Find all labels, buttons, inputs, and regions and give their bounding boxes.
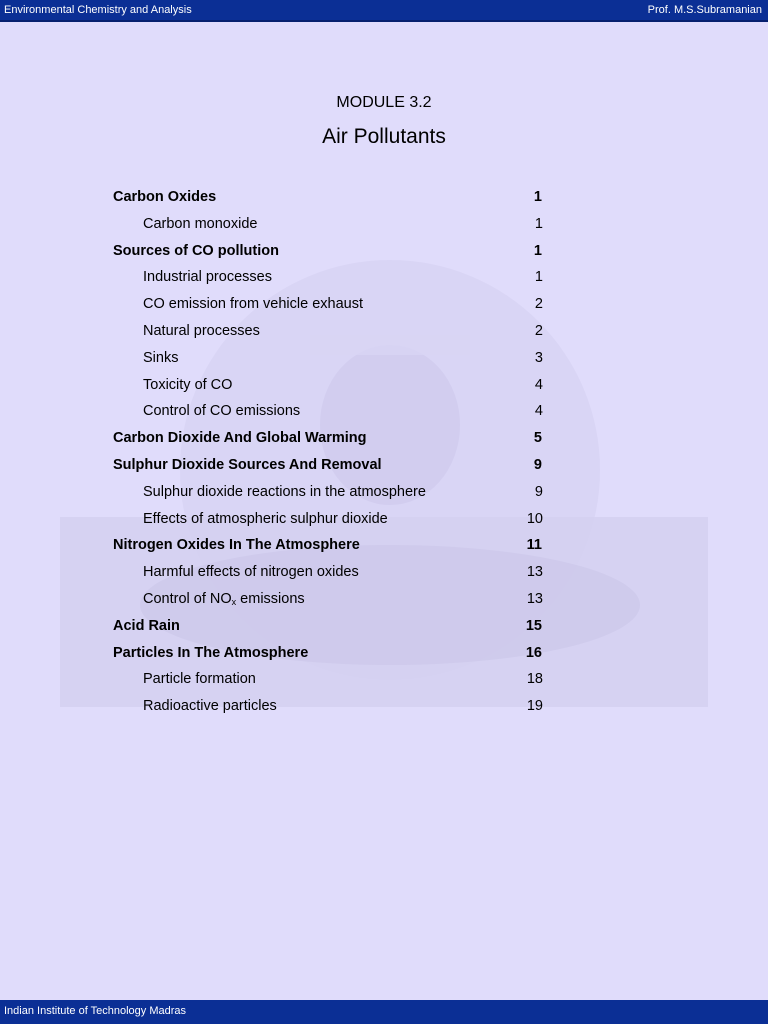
toc-entry-label: Nitrogen Oxides In The Atmosphere: [113, 537, 360, 554]
toc-entry-label: Natural processes: [143, 322, 260, 339]
module-number: MODULE 3.2: [336, 94, 432, 111]
toc-entry-label-part: emissions: [236, 590, 305, 607]
toc-subsection-entry: [0, 398, 768, 425]
toc-entry-page-number: 1: [533, 189, 542, 205]
toc-entry-label: Sinks: [143, 349, 179, 366]
toc-entry-page-number: 18: [526, 671, 543, 688]
toc-entry-label: Carbon Oxides: [113, 189, 217, 205]
toc-section-entry: [0, 640, 768, 667]
toc-entry-page-number: 1: [534, 215, 543, 232]
toc-section-entry: [0, 238, 768, 265]
toc-subsection-entry: [0, 291, 768, 318]
toc-subsection-entry: [0, 559, 768, 586]
toc-entry-label: [143, 586, 305, 612]
page-title: Air Pollutants: [322, 125, 446, 148]
toc-subsection-entry: [0, 479, 768, 506]
toc-entry-page-number: 2: [534, 296, 543, 313]
toc-subsection-entry: [0, 666, 768, 693]
header-author: Prof. M.S.Subramanian: [647, 4, 762, 16]
toc-entry-label: Sulphur dioxide reactions in the atmosphere: [143, 483, 426, 500]
toc-subsection-entry: [0, 345, 768, 372]
header-rule: [0, 20, 768, 22]
toc-entry-page-number: 4: [534, 376, 543, 393]
toc-entry-page-number: 9: [534, 483, 543, 500]
toc-section-entry: [0, 452, 768, 479]
toc-entry-page-number: 2: [534, 322, 543, 339]
header-course-title: Environmental Chemistry and Analysis: [4, 4, 192, 16]
toc-entry-label: Carbon monoxide: [143, 215, 258, 232]
toc-entry-label: Toxicity of CO: [143, 376, 233, 393]
toc-entry-label: Control of CO emissions: [143, 403, 301, 420]
table-of-contents: [0, 184, 768, 720]
toc-subsection-entry: [0, 372, 768, 399]
toc-entry-page-number: 11: [526, 537, 542, 554]
toc-entry-label: Radioactive particles: [143, 698, 277, 715]
toc-section-entry: [0, 425, 768, 452]
footer-institution: Indian Institute of Technology Madras: [4, 1005, 187, 1017]
toc-section-entry: [0, 184, 768, 211]
toc-subsection-entry: [0, 318, 768, 345]
toc-entry-label-part: Control of NO: [143, 590, 232, 607]
toc-entry-page-number: 9: [533, 456, 542, 473]
footer-bar: [0, 1000, 768, 1024]
toc-entry-label: Particles In The Atmosphere: [113, 644, 309, 661]
toc-entry-page-number: 1: [534, 269, 543, 286]
toc-entry-label: Carbon Dioxide And Global Warming: [113, 430, 367, 447]
toc-entry-label: Harmful effects of nitrogen oxides: [143, 564, 359, 581]
toc-entry-page-number: 4: [534, 403, 543, 420]
toc-entry-page-number: 15: [525, 617, 542, 634]
toc-entry-label-subscript: x: [231, 596, 237, 607]
toc-entry-label: Effects of atmospheric sulphur dioxide: [143, 510, 388, 527]
toc-entry-page-number: 1: [533, 242, 542, 259]
toc-subsection-entry: [0, 211, 768, 238]
toc-section-entry: [0, 613, 768, 640]
toc-subsection-entry: [0, 586, 768, 613]
toc-entry-page-number: 3: [534, 349, 543, 366]
toc-entry-page-number: 19: [526, 698, 543, 715]
toc-entry-label: Sulphur Dioxide Sources And Removal: [113, 456, 382, 473]
toc-entry-label: Acid Rain: [113, 617, 180, 634]
toc-entry-page-number: 5: [533, 430, 542, 447]
toc-entry-label: Particle formation: [143, 671, 256, 688]
toc-entry-page-number: 13: [526, 590, 543, 607]
toc-entry-label: Industrial processes: [143, 269, 272, 286]
toc-entry-page-number: 10: [526, 510, 543, 527]
toc-subsection-entry: [0, 264, 768, 291]
toc-section-entry: [0, 532, 768, 559]
toc-entry-page-number: 16: [525, 644, 542, 661]
header-bar: [0, 0, 768, 22]
toc-entry-label: Sources of CO pollution: [113, 242, 279, 259]
toc-entry-label: CO emission from vehicle exhaust: [143, 296, 363, 313]
toc-subsection-entry: [0, 693, 768, 720]
toc-entry-page-number: 13: [526, 564, 543, 581]
toc-subsection-entry: [0, 506, 768, 533]
